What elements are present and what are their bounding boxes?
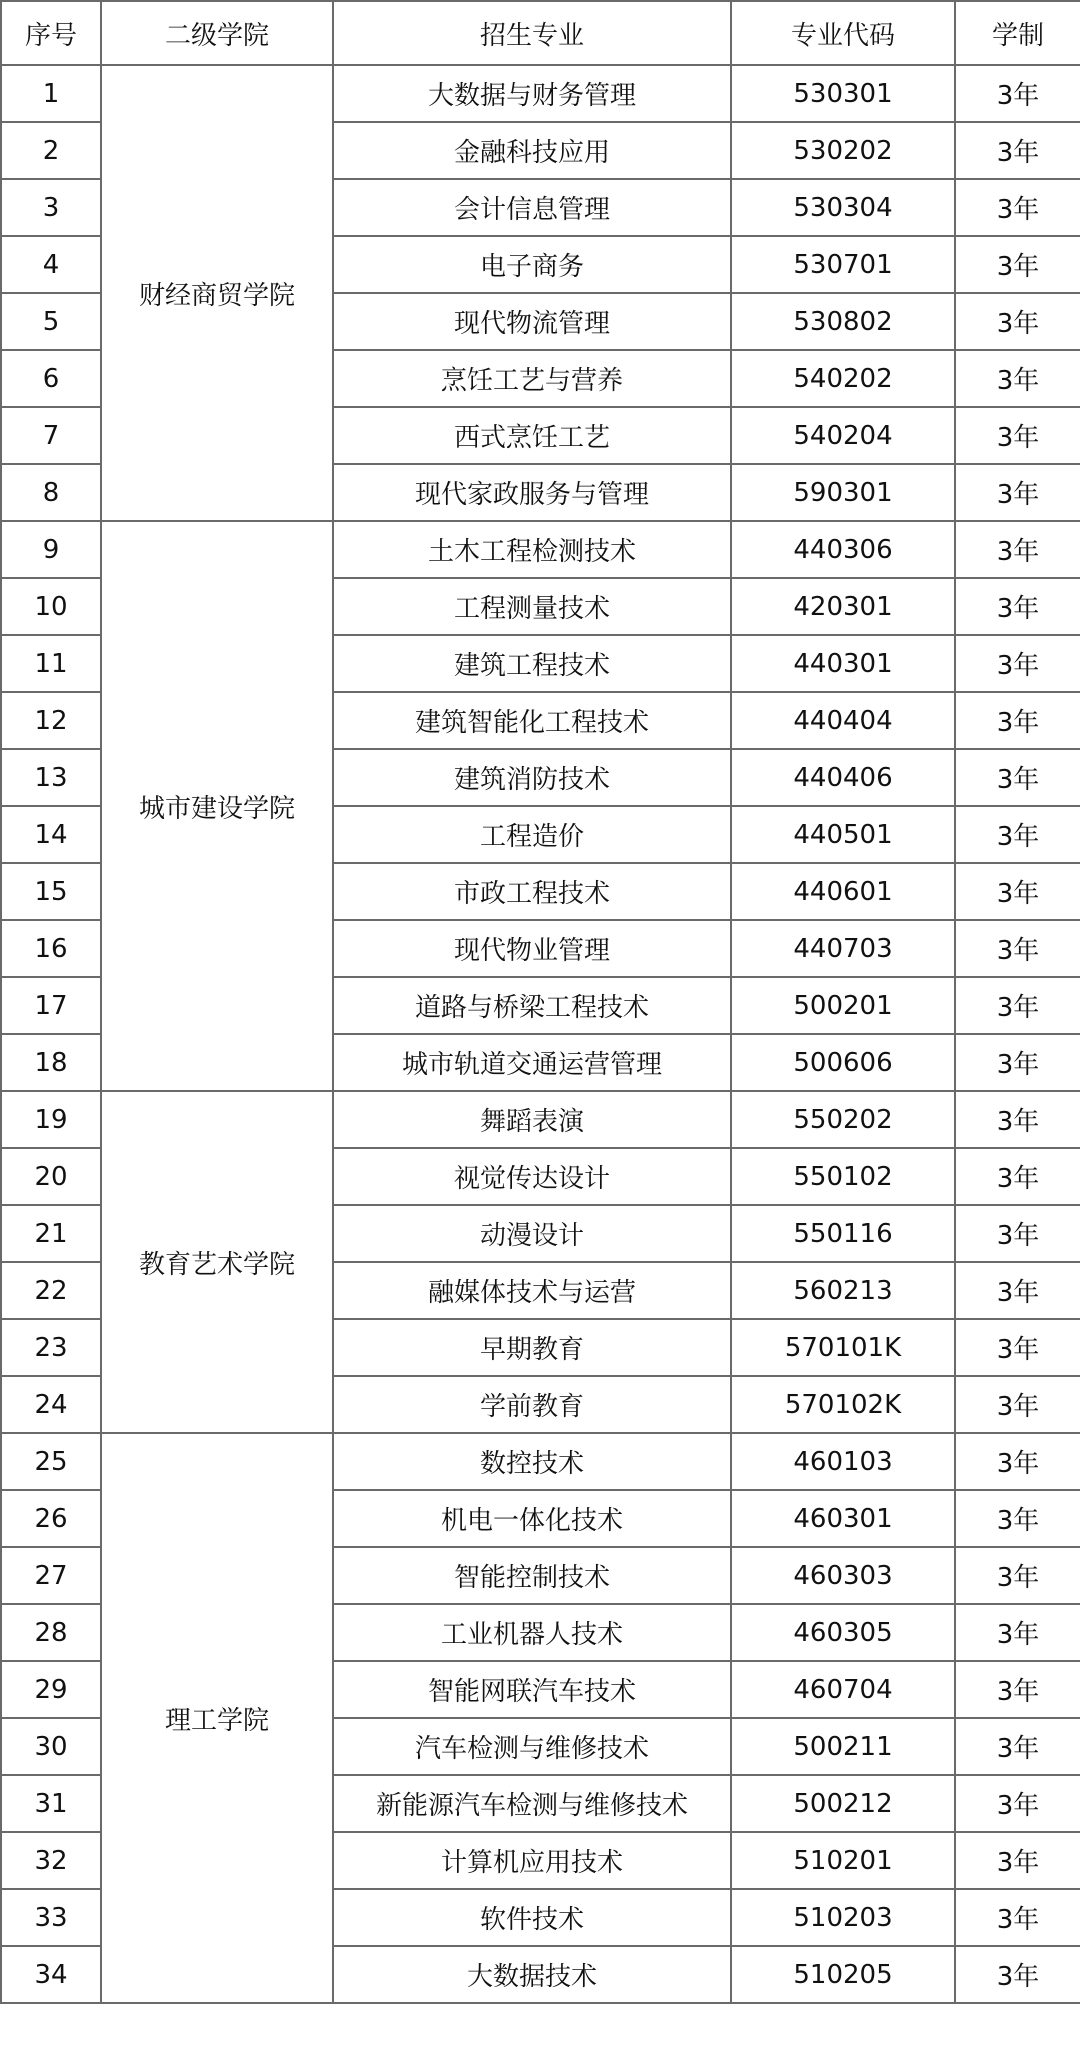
header-major: 招生专业 (333, 1, 731, 65)
table-row (1, 1091, 1080, 1148)
duration-cell: 3年 (955, 635, 1080, 692)
duration-cell: 3年 (955, 1547, 1080, 1604)
duration-cell: 3年 (955, 350, 1080, 407)
code-cell: 540202 (731, 350, 955, 407)
duration-cell: 3年 (955, 1775, 1080, 1832)
table-body (1, 65, 1080, 2003)
code-cell: 440404 (731, 692, 955, 749)
major-cell: 金融科技应用 (333, 122, 731, 179)
major-cell: 舞蹈表演 (333, 1091, 731, 1148)
serial-cell: 2 (1, 122, 101, 179)
serial-cell: 11 (1, 635, 101, 692)
code-cell: 560213 (731, 1262, 955, 1319)
serial-cell: 3 (1, 179, 101, 236)
serial-cell: 12 (1, 692, 101, 749)
duration-cell: 3年 (955, 1148, 1080, 1205)
major-cell: 早期教育 (333, 1319, 731, 1376)
code-cell: 530701 (731, 236, 955, 293)
serial-cell: 29 (1, 1661, 101, 1718)
code-cell: 440301 (731, 635, 955, 692)
serial-cell: 6 (1, 350, 101, 407)
code-cell: 460305 (731, 1604, 955, 1661)
major-cell: 建筑消防技术 (333, 749, 731, 806)
major-cell: 城市轨道交通运营管理 (333, 1034, 731, 1091)
major-cell: 烹饪工艺与营养 (333, 350, 731, 407)
table-row (1, 521, 1080, 578)
duration-cell: 3年 (955, 977, 1080, 1034)
table-row (1, 1433, 1080, 1490)
serial-cell: 32 (1, 1832, 101, 1889)
serial-cell: 26 (1, 1490, 101, 1547)
duration-cell: 3年 (955, 1319, 1080, 1376)
code-cell: 510203 (731, 1889, 955, 1946)
duration-cell: 3年 (955, 1832, 1080, 1889)
code-cell: 440601 (731, 863, 955, 920)
duration-cell: 3年 (955, 1205, 1080, 1262)
major-cell: 现代家政服务与管理 (333, 464, 731, 521)
college-cell: 城市建设学院 (101, 521, 333, 1091)
serial-cell: 20 (1, 1148, 101, 1205)
major-cell: 视觉传达设计 (333, 1148, 731, 1205)
major-cell: 建筑智能化工程技术 (333, 692, 731, 749)
serial-cell: 14 (1, 806, 101, 863)
duration-cell: 3年 (955, 749, 1080, 806)
serial-cell: 16 (1, 920, 101, 977)
duration-cell: 3年 (955, 1604, 1080, 1661)
serial-cell: 34 (1, 1946, 101, 2003)
code-cell: 570101K (731, 1319, 955, 1376)
code-cell: 500606 (731, 1034, 955, 1091)
serial-cell: 13 (1, 749, 101, 806)
serial-cell: 8 (1, 464, 101, 521)
code-cell: 510205 (731, 1946, 955, 2003)
code-cell: 500211 (731, 1718, 955, 1775)
duration-cell: 3年 (955, 1661, 1080, 1718)
serial-cell: 24 (1, 1376, 101, 1433)
serial-cell: 15 (1, 863, 101, 920)
duration-cell: 3年 (955, 1376, 1080, 1433)
duration-cell: 3年 (955, 1034, 1080, 1091)
code-cell: 420301 (731, 578, 955, 635)
code-cell: 440306 (731, 521, 955, 578)
duration-cell: 3年 (955, 920, 1080, 977)
duration-cell: 3年 (955, 1490, 1080, 1547)
major-cell: 新能源汽车检测与维修技术 (333, 1775, 731, 1832)
code-cell: 540204 (731, 407, 955, 464)
duration-cell: 3年 (955, 863, 1080, 920)
serial-cell: 1 (1, 65, 101, 122)
major-cell: 电子商务 (333, 236, 731, 293)
college-cell: 理工学院 (101, 1433, 333, 2003)
major-cell: 大数据技术 (333, 1946, 731, 2003)
serial-cell: 30 (1, 1718, 101, 1775)
duration-cell: 3年 (955, 806, 1080, 863)
major-cell: 机电一体化技术 (333, 1490, 731, 1547)
code-cell: 510201 (731, 1832, 955, 1889)
table-header (1, 1, 1080, 65)
duration-cell: 3年 (955, 65, 1080, 122)
duration-cell: 3年 (955, 407, 1080, 464)
code-cell: 440501 (731, 806, 955, 863)
major-cell: 计算机应用技术 (333, 1832, 731, 1889)
code-cell: 460303 (731, 1547, 955, 1604)
serial-cell: 18 (1, 1034, 101, 1091)
code-cell: 530304 (731, 179, 955, 236)
duration-cell: 3年 (955, 578, 1080, 635)
code-cell: 440406 (731, 749, 955, 806)
serial-cell: 17 (1, 977, 101, 1034)
code-cell: 500201 (731, 977, 955, 1034)
duration-cell: 3年 (955, 1262, 1080, 1319)
code-cell: 440703 (731, 920, 955, 977)
serial-cell: 25 (1, 1433, 101, 1490)
major-cell: 大数据与财务管理 (333, 65, 731, 122)
college-cell: 教育艺术学院 (101, 1091, 333, 1433)
duration-cell: 3年 (955, 236, 1080, 293)
duration-cell: 3年 (955, 1889, 1080, 1946)
serial-cell: 5 (1, 293, 101, 350)
major-cell: 学前教育 (333, 1376, 731, 1433)
code-cell: 500212 (731, 1775, 955, 1832)
major-cell: 建筑工程技术 (333, 635, 731, 692)
code-cell: 530802 (731, 293, 955, 350)
duration-cell: 3年 (955, 122, 1080, 179)
major-cell: 现代物业管理 (333, 920, 731, 977)
header-college: 二级学院 (101, 1, 333, 65)
serial-cell: 21 (1, 1205, 101, 1262)
major-cell: 智能控制技术 (333, 1547, 731, 1604)
duration-cell: 3年 (955, 1946, 1080, 2003)
duration-cell: 3年 (955, 692, 1080, 749)
serial-cell: 19 (1, 1091, 101, 1148)
duration-cell: 3年 (955, 464, 1080, 521)
code-cell: 570102K (731, 1376, 955, 1433)
serial-cell: 33 (1, 1889, 101, 1946)
header-duration: 学制 (955, 1, 1080, 65)
header-code: 专业代码 (731, 1, 955, 65)
code-cell: 590301 (731, 464, 955, 521)
code-cell: 550116 (731, 1205, 955, 1262)
major-cell: 工程测量技术 (333, 578, 731, 635)
major-cell: 西式烹饪工艺 (333, 407, 731, 464)
duration-cell: 3年 (955, 293, 1080, 350)
duration-cell: 3年 (955, 521, 1080, 578)
serial-cell: 22 (1, 1262, 101, 1319)
serial-cell: 10 (1, 578, 101, 635)
serial-cell: 7 (1, 407, 101, 464)
duration-cell: 3年 (955, 1091, 1080, 1148)
duration-cell: 3年 (955, 1433, 1080, 1490)
major-cell: 融媒体技术与运营 (333, 1262, 731, 1319)
code-cell: 530202 (731, 122, 955, 179)
major-cell: 市政工程技术 (333, 863, 731, 920)
table-row (1, 65, 1080, 122)
major-cell: 会计信息管理 (333, 179, 731, 236)
major-cell: 工程造价 (333, 806, 731, 863)
major-cell: 土木工程检测技术 (333, 521, 731, 578)
code-cell: 460301 (731, 1490, 955, 1547)
major-cell: 汽车检测与维修技术 (333, 1718, 731, 1775)
code-cell: 550102 (731, 1148, 955, 1205)
major-cell: 道路与桥梁工程技术 (333, 977, 731, 1034)
serial-cell: 31 (1, 1775, 101, 1832)
serial-cell: 28 (1, 1604, 101, 1661)
serial-cell: 27 (1, 1547, 101, 1604)
header-row (1, 1, 1080, 65)
serial-cell: 9 (1, 521, 101, 578)
college-cell: 财经商贸学院 (101, 65, 333, 521)
major-cell: 软件技术 (333, 1889, 731, 1946)
code-cell: 460704 (731, 1661, 955, 1718)
major-cell: 数控技术 (333, 1433, 731, 1490)
code-cell: 460103 (731, 1433, 955, 1490)
major-cell: 工业机器人技术 (333, 1604, 731, 1661)
major-cell: 现代物流管理 (333, 293, 731, 350)
serial-cell: 23 (1, 1319, 101, 1376)
duration-cell: 3年 (955, 1718, 1080, 1775)
header-serial: 序号 (1, 1, 101, 65)
major-cell: 动漫设计 (333, 1205, 731, 1262)
code-cell: 550202 (731, 1091, 955, 1148)
code-cell: 530301 (731, 65, 955, 122)
duration-cell: 3年 (955, 179, 1080, 236)
serial-cell: 4 (1, 236, 101, 293)
major-cell: 智能网联汽车技术 (333, 1661, 731, 1718)
